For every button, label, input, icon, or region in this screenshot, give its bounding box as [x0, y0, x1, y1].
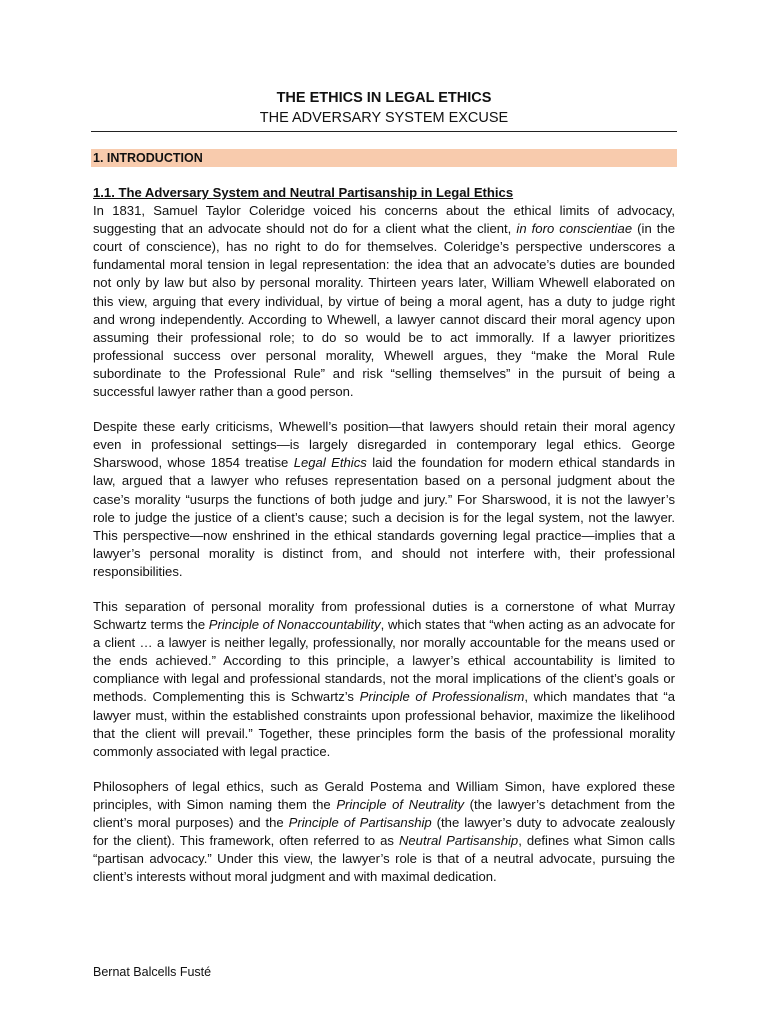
- italic-text-run: Principle of Professionalism: [359, 689, 525, 705]
- italic-text-run: in foro conscientiae: [516, 221, 633, 237]
- italic-text-run: Principle of Nonaccountability: [208, 617, 381, 633]
- text-run: This separation of personal morality from professional duties is a cornerstone of what Murray Schwartz terms the: [93, 598, 675, 633]
- text-run: , defines what Simon calls “partisan advocacy.” Under this view, the lawyer’s role is that of a neutral advocate, pursuing the client’s interests without moral judgment and with maximal dedication.: [93, 833, 675, 885]
- text-run: , which mandates that “a lawyer must, within the established constraints upon professional behavior, maximize the likelihood that the client will prevail.” Together, these principles form the basis of the professional morality commonly associated with legal practice.: [93, 689, 676, 759]
- subsection-heading: 1.1. The Adversary System and Neutral Partisanship in Legal Ethics: [93, 185, 514, 200]
- body-paragraph: [93, 202, 675, 401]
- text-run: laid the foundation for modern ethical standards in law, argued that a lawyer who refuses representation based on a personal judgment about the case’s morality “usurps the functions of both judge and jury.” For Sharswood, it is not the lawyer’s role to judge the justice of a client’s cause; such a decision is for the legal system, not the lawyer. This perspective—now enshrined in the ethical standards governing legal practice—implies that a lawyer’s personal morality is distinct from, and should not interfere with, their professional responsibilities.: [93, 455, 675, 579]
- section-heading-bar: [91, 149, 677, 167]
- text-run: Despite these early criticisms, Whewell’s position—that lawyers should retain their moral agency even in professional settings—is largely disregarded in contemporary legal ethics. George Sharswood, whose 1854 treatise: [93, 419, 675, 471]
- footer-author: Bernat Balcells Fusté: [93, 965, 212, 979]
- section-heading: 1. INTRODUCTION: [93, 151, 203, 165]
- text-run: (the lawyer’s detachment from the client’s moral purposes) and the: [93, 796, 676, 830]
- document-title: THE ETHICS IN LEGAL ETHICS: [276, 90, 492, 106]
- body-paragraph: [93, 778, 675, 887]
- italic-text-run: Principle of Partisanship: [288, 815, 432, 830]
- body-paragraph: [93, 598, 675, 761]
- document-body: [93, 184, 675, 903]
- text-run: (the lawyer’s duty to advocate zealously for the client). This framework, often referred to as: [93, 815, 675, 849]
- body-paragraph: [93, 418, 675, 581]
- document-subtitle: THE ADVERSARY SYSTEM EXCUSE: [259, 110, 509, 126]
- text-run: In 1831, Samuel Taylor Coleridge voiced his concerns about the ethical limits of advocacy, suggesting that an advocate should not do for a client what the client,: [93, 203, 675, 237]
- italic-text-run: Neutral Partisanship: [398, 833, 519, 849]
- text-run: , which states that “when acting as an advocate for a client … a lawyer is neither legally, professionally, nor morally accountable for the means used or the ends achieved.” According to this principle, a lawyer’s ethical accountability is limited to compliance with legal and professional standards, not the moral implications of the client’s goals or methods. Complementing this is Schwartz’s: [93, 617, 675, 705]
- text-run: Philosophers of legal ethics, such as Gerald Postema and William Simon, have explored these principles, with Simon naming them the: [93, 778, 675, 812]
- italic-text-run: Principle of Neutrality: [336, 796, 464, 812]
- italic-text-run: Legal Ethics: [293, 455, 367, 471]
- text-run: (in the court of conscience), has no right to do for themselves. Coleridge’s perspective underscores a fundamental moral tension in legal representation: the idea that an advocate’s duties are bounded not only by law but also by personal morality. Thirteen years later, William Whewell elaborated on this view, arguing that every individual, by virtue of being a moral agent, has a duty to judge right and wrong independently. According to Whewell, a lawyer cannot discard their moral agency upon assuming their professional role; to do so would be to act immorally. If a lawyer prioritizes professional success over personal morality, Whewell argues, they “make the Moral Rule subordinate to the Professional Rule” and risk “selling themselves” in the pursuit of being a successful lawyer rather than a good person.: [93, 221, 676, 400]
- title-divider: [91, 131, 677, 132]
